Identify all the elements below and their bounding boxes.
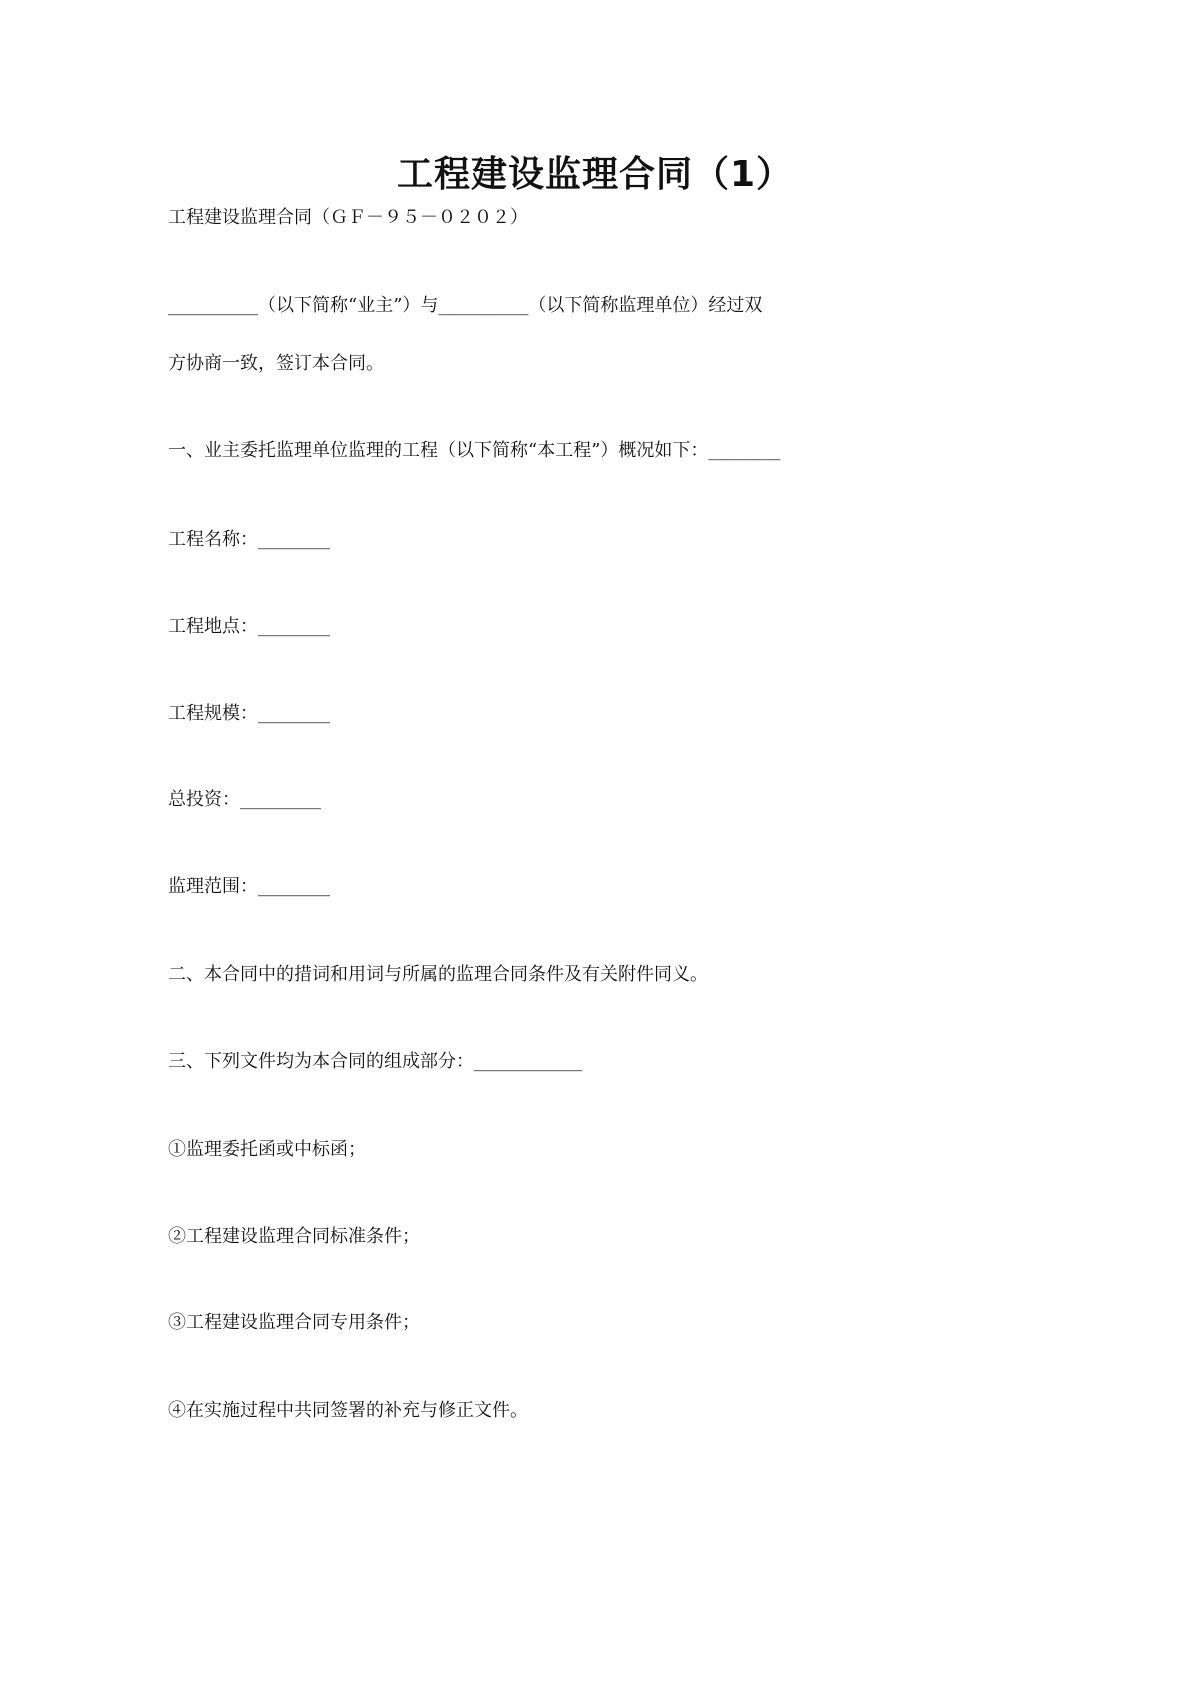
project-scale-field: 工程规模：________ (168, 703, 330, 724)
section-1-heading: 一、业主委托监理单位监理的工程（以下简称“本工程”）概况如下：________ (168, 440, 781, 461)
section-3-heading: 三、下列文件均为本合同的组成部分：____________ (168, 1051, 582, 1072)
total-investment-field: 总投资：_________ (168, 789, 321, 810)
section-2: 二、本合同中的措词和用词与所属的监理合同条件及有关附件同义。 (168, 964, 708, 985)
project-name-field: 工程名称：________ (168, 529, 330, 550)
parties-clause-cont: 方协商一致，签订本合同。 (168, 353, 384, 374)
parties-clause: __________（以下简称“业主”）与__________（以下简称监理单位）经过双 (168, 295, 763, 316)
list-item: ④在实施过程中共同签署的补充与修正文件。 (168, 1400, 528, 1421)
list-item: ②工程建设监理合同标准条件； (168, 1226, 420, 1247)
list-item: ①监理委托函或中标函； (168, 1139, 366, 1160)
document-title: 工程建设监理合同（1） (396, 154, 794, 195)
supervision-scope-field: 监理范围：________ (168, 876, 330, 897)
list-item: ③工程建设监理合同专用条件； (168, 1312, 420, 1333)
project-location-field: 工程地点：________ (168, 616, 330, 637)
contract-code: 工程建设监理合同（ＧＦ－９５－０２０２） (168, 207, 528, 228)
